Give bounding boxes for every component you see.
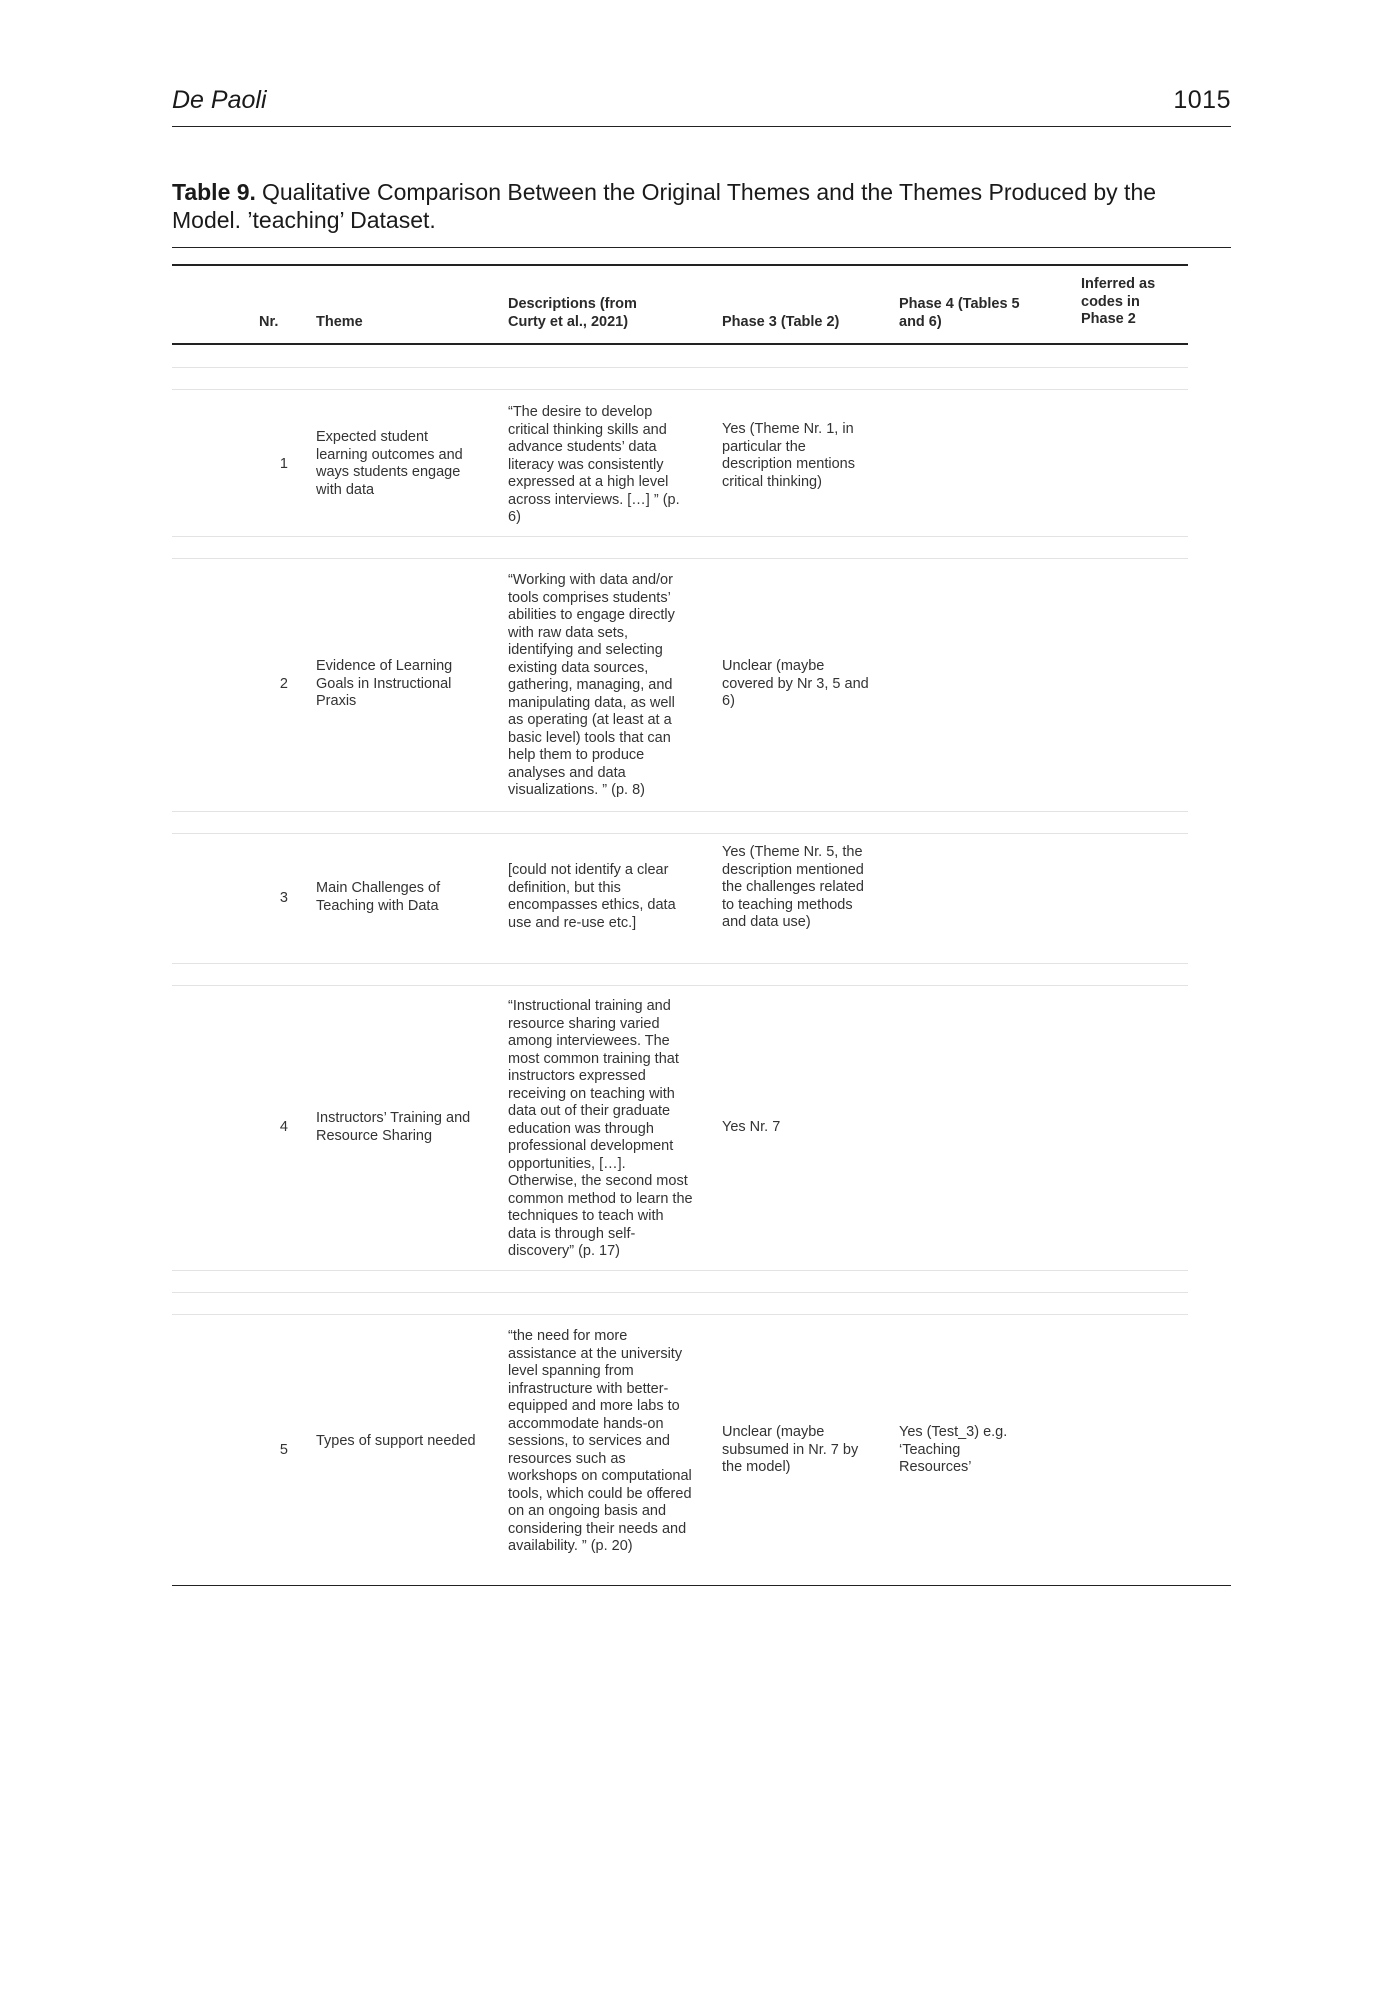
row-1-theme: Expected student learning outcomes and ways students engage with data: [316, 429, 463, 498]
row-separator: [172, 558, 1188, 559]
row-separator: [172, 985, 1188, 986]
row-separator: [172, 833, 1188, 834]
row-4-theme: Instructors’ Training and Resource Sharing: [316, 1110, 471, 1144]
row-separator: [172, 536, 1188, 537]
page-number: 1015: [1173, 86, 1231, 114]
row-separator: [172, 1314, 1188, 1315]
header-inferred: Inferred as codes in Phase 2: [1081, 276, 1156, 327]
running-head-author: De Paoli: [172, 86, 267, 114]
table-bottom-rule: [172, 1585, 1231, 1586]
table-caption: [172, 178, 1231, 234]
row-5-theme: Types of support needed: [316, 1433, 476, 1449]
running-head: [172, 86, 1231, 127]
row-3-theme: Main Challenges of Teaching with Data: [316, 880, 441, 914]
row-5-phase3: Unclear (maybe subsumed in Nr. 7 by the model): [722, 1424, 859, 1475]
caption-rule: [172, 247, 1231, 248]
row-separator: [172, 963, 1188, 964]
row-1-nr: 1: [279, 456, 288, 472]
row-4-nr: 4: [279, 1119, 288, 1135]
row-4-phase3: Yes Nr. 7: [722, 1119, 781, 1135]
table-header-top-rule: [172, 264, 1188, 266]
table-header-bottom-rule: [172, 343, 1188, 345]
row-3-phase3: Yes (Theme Nr. 5, the description mentioned the challenges related to teaching methods and data use): [722, 844, 864, 930]
row-separator: [172, 389, 1188, 390]
row-separator: [172, 1270, 1188, 1271]
row-2-phase3: Unclear (maybe covered by Nr 3, 5 and 6): [722, 658, 869, 709]
header-theme: Theme: [316, 314, 363, 330]
row-2-description: “Working with data and/or tools comprises students’ abilities to engage directly with raw data sets, identifying and selecting existing data sources, gathering, managing, and manipulating data, as well as operating (at least at a basic level) tools that can help them to produce analyses and data visualizations. ” (p. 8): [508, 572, 675, 798]
header-phase4: Phase 4 (Tables 5 and 6): [899, 296, 1020, 330]
row-2-theme: Evidence of Learning Goals in Instructional Praxis: [316, 658, 453, 709]
row-separator: [172, 367, 1188, 368]
header-phase3: Phase 3 (Table 2): [722, 314, 840, 330]
row-separator: [172, 811, 1188, 812]
row-5-description: “the need for more assistance at the university level spanning from infrastructure with better-equipped and more labs to accommodate hands-on sessions, to services and resources such as workshops on computational tools, which could be offered on an ongoing basis and considering their needs and availability. ” (p. 20): [508, 1328, 692, 1554]
table-caption-label: Table 9.: [172, 179, 256, 205]
header-nr: Nr.: [259, 314, 279, 330]
row-5-nr: 5: [279, 1442, 288, 1458]
table-caption-text: Qualitative Comparison Between the Original Themes and the Themes Produced by the Model. ’teaching’ Dataset.: [172, 179, 1157, 233]
row-1-phase3: Yes (Theme Nr. 1, in particular the description mentions critical thinking): [722, 421, 855, 490]
row-3-nr: 3: [279, 890, 288, 906]
row-1-description: “The desire to develop critical thinking skills and advance students’ data literacy was consistently expressed at a high level across interviews. […] ” (p. 6): [508, 404, 680, 525]
header-descriptions: Descriptions (from Curty et al., 2021): [508, 296, 637, 330]
row-separator: [172, 1292, 1188, 1293]
row-4-description: “Instructional training and resource sharing varied among interviewees. The most common training that instructors expressed receiving on teaching with data out of their graduate education was through professional development opportunities, […]. Otherwise, the second most common method to learn the techniques to teach with data is through self-discovery” (p. 17): [508, 998, 693, 1259]
row-3-description: [could not identify a clear definition, but this encompasses ethics, data use and re-use etc.]: [508, 862, 676, 931]
row-2-nr: 2: [279, 676, 288, 692]
row-5-phase4: Yes (Test_3) e.g. ‘Teaching Resources’: [899, 1424, 1008, 1475]
